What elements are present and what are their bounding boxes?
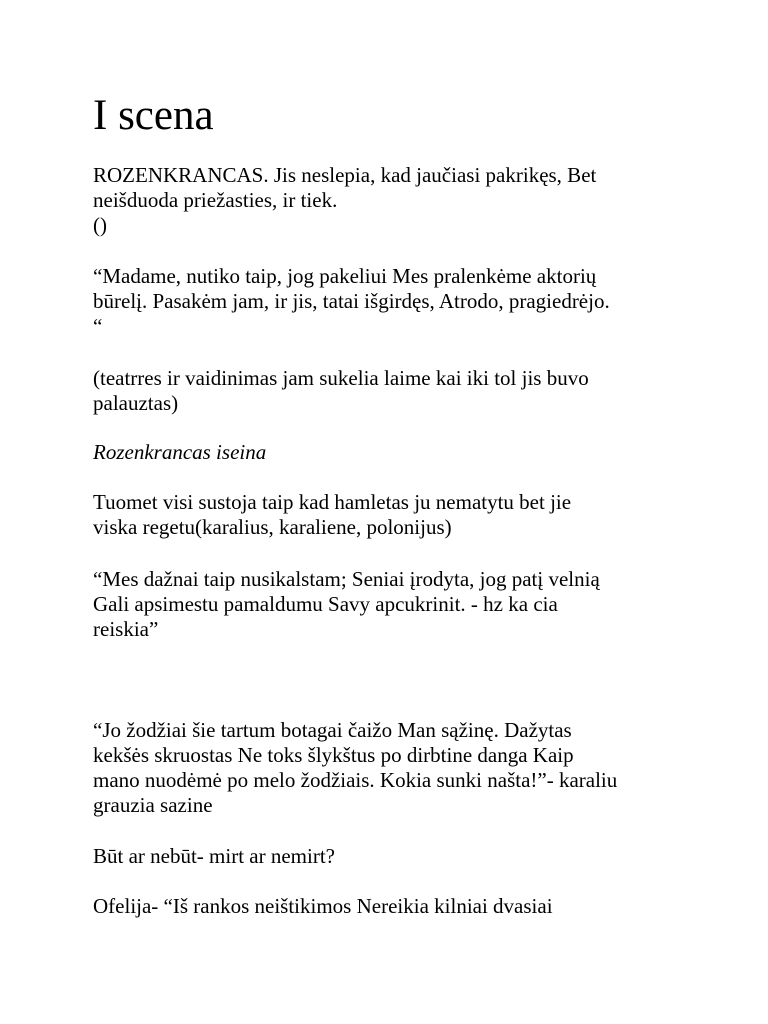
text-line: “	[93, 314, 103, 338]
text-line: mano nuodėmė po melo žodžiais. Kokia sunki našta!”- karaliu	[93, 768, 618, 792]
stage-direction	[93, 440, 713, 465]
text-line: reiskia”	[93, 617, 159, 641]
text-line: “Jo žodžiai šie tartum botagai čaižo Man sąžinę. Dažytas	[93, 718, 572, 742]
paragraph-madame-quote	[93, 264, 713, 339]
text-line: Ofelija- “Iš rankos neištikimos Nereikia kilniai dvasiai	[93, 894, 553, 918]
text-line: Gali apsimestu pamaldumu Savy apcukrinit. - hz ka cia	[93, 592, 558, 616]
text-line: Rozenkrancas iseina	[93, 440, 267, 464]
text-line: būrelį. Pasakėm jam, ir jis, tatai išgirdęs, Atrodo, pragiedrėjo.	[93, 289, 610, 313]
scene-title: I scena	[93, 92, 214, 139]
paragraph-ofelija	[93, 894, 713, 919]
text-line: neišduoda priežasties, ir tiek.	[93, 188, 338, 212]
text-line: (teatrres ir vaidinimas jam sukelia laime kai iki tol jis buvo	[93, 366, 589, 390]
paragraph-mes-daznai-quote	[93, 567, 713, 642]
text-line: kekšės skruostas Ne toks šlykštus po dirbtine danga Kaip	[93, 743, 574, 767]
text-line: ROZENKRANCAS. Jis neslepia, kad jaučiasi pakrikęs, Bet	[93, 163, 597, 187]
text-line: “Madame, nutiko taip, jog pakeliui Mes pralenkėme aktorių	[93, 264, 597, 288]
text-line: “Mes dažnai taip nusikalstam; Seniai įrodyta, jog patį velnią	[93, 567, 600, 591]
text-line: Tuomet visi sustoja taip kad hamletas ju nematytu bet jie	[93, 490, 572, 514]
text-line: Būt ar nebūt- mirt ar nemirt?	[93, 844, 336, 868]
paragraph-jo-zodziai-quote	[93, 718, 713, 818]
paragraph-but-ar-nebut	[93, 844, 713, 869]
text-line: palauztas)	[93, 391, 179, 415]
text-line: viska regetu(karalius, karaliene, polonijus)	[93, 515, 452, 539]
text-line: grauzia sazine	[93, 793, 213, 817]
paragraph-tuomet	[93, 490, 713, 540]
paragraph-teatrres	[93, 366, 713, 416]
text-line: ()	[93, 213, 107, 237]
paragraph-rozenkrancas	[93, 163, 713, 238]
